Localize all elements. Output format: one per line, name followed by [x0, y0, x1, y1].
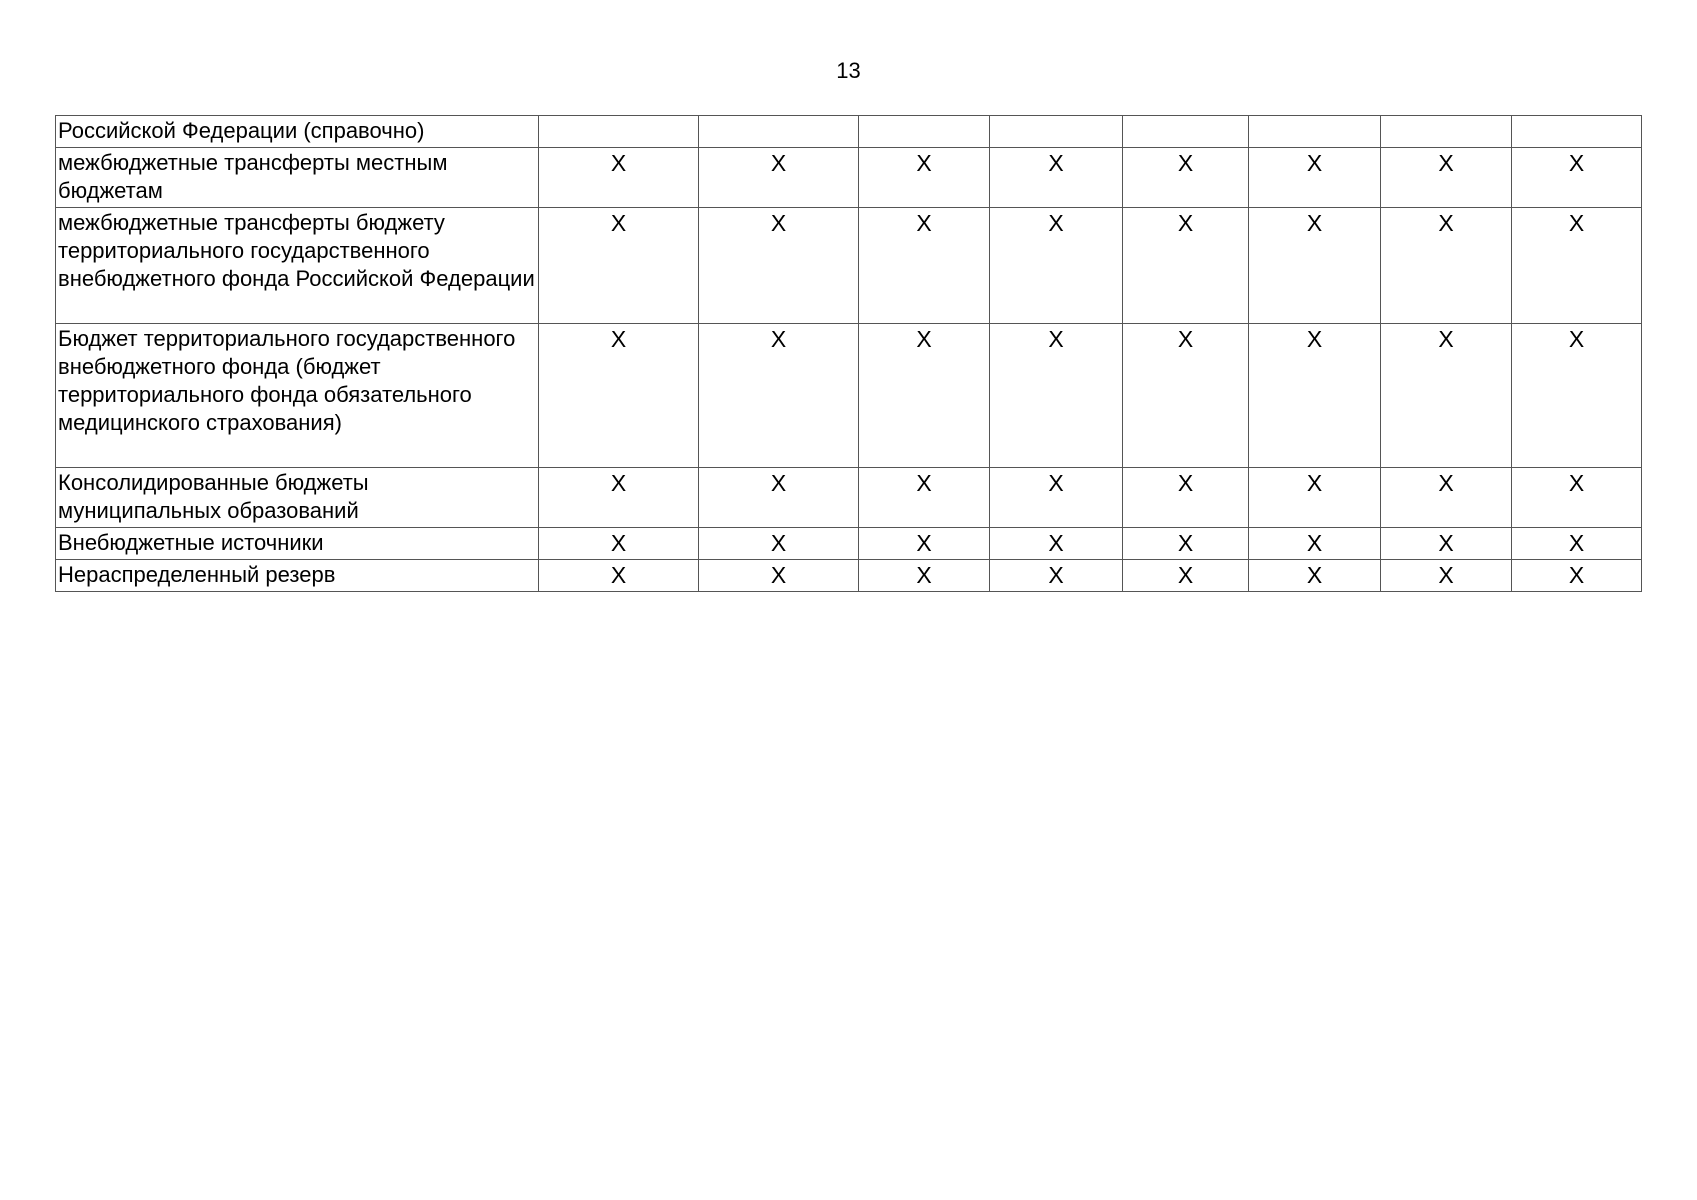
row-label: межбюджетные трансферты местным бюджетам [56, 148, 539, 208]
table-cell: X [1381, 208, 1512, 324]
table-cell: X [859, 208, 990, 324]
table-cell: X [1249, 528, 1381, 560]
table-cell: X [859, 560, 990, 592]
table-cell: X [539, 148, 699, 208]
table-cell: X [1381, 148, 1512, 208]
table-cell: X [990, 148, 1123, 208]
table-cell [1381, 116, 1512, 148]
row-label: Российской Федерации (справочно) [56, 116, 539, 148]
table-body [56, 116, 1642, 592]
row-label: межбюджетные трансферты бюджету территориального государственного внебюджетного фонда Российской Федерации [56, 208, 539, 324]
table-cell: X [1249, 468, 1381, 528]
table-cell: X [699, 324, 859, 468]
table-cell: X [1249, 208, 1381, 324]
table-cell: X [859, 468, 990, 528]
table-cell: X [859, 324, 990, 468]
page-number: 13 [836, 58, 861, 83]
table-row [56, 116, 1642, 148]
table-row [56, 528, 1642, 560]
table-cell: X [1123, 148, 1249, 208]
table-cell: X [699, 468, 859, 528]
row-label: Нераспределенный резерв [56, 560, 539, 592]
table-cell: X [699, 560, 859, 592]
table-cell: X [990, 208, 1123, 324]
table-cell: X [1123, 560, 1249, 592]
table-cell: X [1249, 324, 1381, 468]
table-row [56, 324, 1642, 468]
table-cell: X [1249, 148, 1381, 208]
table-cell: X [1381, 528, 1512, 560]
table-cell [1123, 116, 1249, 148]
table-cell: X [1123, 528, 1249, 560]
table-row [56, 208, 1642, 324]
table-cell: X [1381, 560, 1512, 592]
table-cell: X [1123, 468, 1249, 528]
table-cell: X [990, 468, 1123, 528]
table-cell: X [1512, 528, 1642, 560]
table-cell: X [990, 324, 1123, 468]
table-cell: X [1512, 468, 1642, 528]
table-cell: X [539, 324, 699, 468]
table-cell: X [1249, 560, 1381, 592]
table-cell: X [1381, 468, 1512, 528]
row-label: Внебюджетные источники [56, 528, 539, 560]
table-row [56, 560, 1642, 592]
table-cell: X [539, 468, 699, 528]
table-cell [1512, 116, 1642, 148]
table-cell [990, 116, 1123, 148]
table-cell: X [859, 148, 990, 208]
table-cell [859, 116, 990, 148]
table-cell [699, 116, 859, 148]
table-cell: X [1512, 560, 1642, 592]
table-cell: X [990, 528, 1123, 560]
table-cell: X [1512, 148, 1642, 208]
table-cell: X [990, 560, 1123, 592]
table-row [56, 148, 1642, 208]
table-cell: X [1123, 208, 1249, 324]
table-cell: X [539, 528, 699, 560]
table-cell: X [539, 208, 699, 324]
table-cell: X [859, 528, 990, 560]
table-cell: X [539, 560, 699, 592]
table-cell: X [1512, 324, 1642, 468]
table-cell: X [1381, 324, 1512, 468]
table-cell [1249, 116, 1381, 148]
row-label: Бюджет территориального государственного внебюджетного фонда (бюджет территориального фонда обязательного медицинского страхования) [56, 324, 539, 468]
budget-table [55, 115, 1642, 592]
row-label: Консолидированные бюджеты муниципальных образований [56, 468, 539, 528]
table-cell: X [699, 148, 859, 208]
table-cell: X [699, 528, 859, 560]
table-cell [539, 116, 699, 148]
table-row [56, 468, 1642, 528]
table-cell: X [1512, 208, 1642, 324]
table-cell: X [1123, 324, 1249, 468]
table-cell: X [699, 208, 859, 324]
